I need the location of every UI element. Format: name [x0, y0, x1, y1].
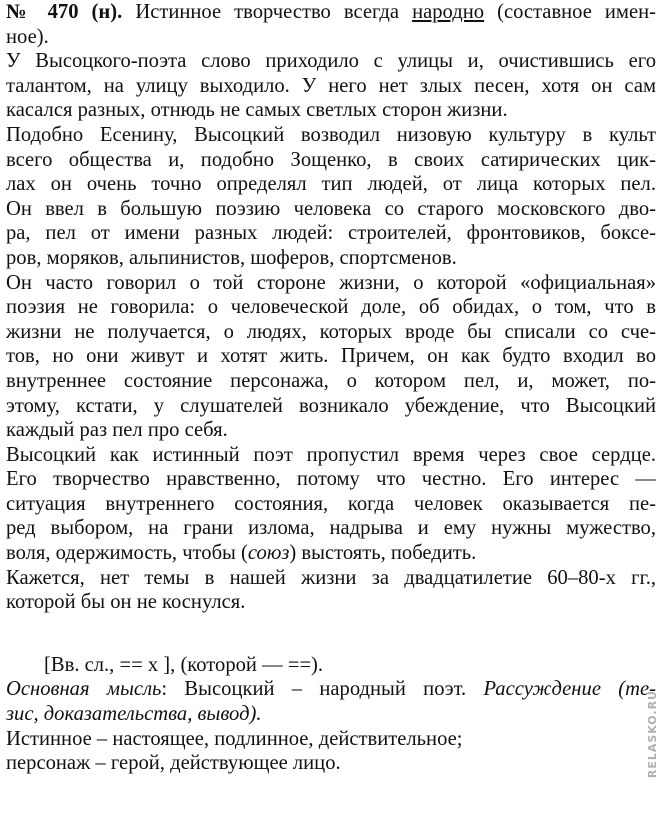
underlined-word: народно	[412, 1, 485, 23]
main-idea-label: Основная мысль	[6, 678, 162, 701]
exercise-number: № 470 (н).	[6, 1, 123, 23]
main-idea-line-2: зис, доказательства, вывод).	[6, 703, 262, 726]
text-line-2: талантом, на улицу выходило. У него нет злых песен, хотя он сам	[6, 74, 656, 97]
text-line-12: жизни не получается, о людях, которых вроде бы списали со сче-	[6, 320, 656, 343]
text-line-7: Он ввел в большую поэзию человека со старого московского дво-	[6, 197, 656, 220]
sentence-scheme: [Вв. сл., == х ], (которой — ==).	[44, 653, 324, 676]
soyuz-italic: союз	[247, 542, 290, 565]
text-line-soyuz	[6, 541, 656, 566]
text-line-16: каждый раз пел про себя.	[6, 419, 228, 442]
text-line-20: ред выбором, на грани излома, надрыва и ему нужны мужество,	[6, 517, 656, 540]
text-line-14: внутреннее состояние персонажа, о котором пел, и, может, по-	[6, 369, 656, 392]
text-line-4: Подобно Есенину, Высоцкий возводил низовую культуру в культ	[6, 123, 656, 146]
glossary-line-1: Истинное – настоящее, подлинное, действительное;	[6, 727, 463, 750]
text-line-23: которой бы он не коснулся.	[6, 591, 246, 614]
exercise-header	[6, 0, 656, 25]
text-line-9: ров, моряков, альпинистов, шоферов, спортсменов.	[6, 246, 457, 269]
header-text-before: Истинное творчество всегда	[122, 1, 413, 23]
soyuz-before: воля, одержимость, чтобы (	[6, 542, 248, 565]
text-line-3: касался разных, отнюдь не самых светлых сторон жизни.	[6, 99, 508, 122]
glossary-line-2: персонаж – герой, действующее лицо.	[6, 752, 341, 775]
text-line-13: тов, но они живут и хотят жить. Причем, он как будто входил во	[6, 345, 656, 368]
watermark-text: RELASKO.RU	[646, 690, 659, 779]
text-line-18: Его творчество нравственно, потому что честно. Его интерес —	[6, 468, 656, 491]
text-line-22: Кажется, нет темы в нашей жизни за двадцатилетие 60–80-х гг.,	[6, 566, 656, 589]
soyuz-after: ) выстоять, победить.	[289, 542, 477, 565]
text-line-15: этому, кстати, у слушателей возникало убеждение, что Высоцкий	[6, 394, 656, 417]
header-continuation: ное).	[6, 25, 49, 48]
header-text-after: (составное имен-	[484, 1, 656, 23]
text-line-11: поэзия не говорила: о человеческой доле, об обидах, о том, что в	[6, 296, 656, 319]
main-idea-text: : Высоцкий – народный поэт.	[161, 678, 484, 701]
spacer	[6, 615, 656, 653]
text-line-19: ситуация внутреннего состояния, когда человек оказывается пе-	[6, 492, 656, 515]
text-line-6: лах он очень точно определял тип людей, от лица которых пел.	[6, 173, 656, 196]
text-line-10: Он часто говорил о той стороне жизни, о которой «официальная»	[6, 271, 656, 294]
text-line-17: Высоцкий как истинный поэт пропустил время через свое сердце.	[6, 443, 656, 466]
text-line-5: всего общества и, подобно Зощенко, в своих сатирических цик-	[6, 148, 656, 171]
text-line-1: У Высоцкого-поэта слово приходило с улицы и, очистившись его	[6, 50, 656, 73]
text-line-8: ра, пел от имени разных людей: строителей, фронтовиков, боксе-	[6, 222, 656, 245]
main-idea-italic-tail: Рассуждение (те-	[483, 678, 656, 701]
exercise-page	[6, 0, 656, 776]
main-idea-line	[6, 677, 656, 702]
